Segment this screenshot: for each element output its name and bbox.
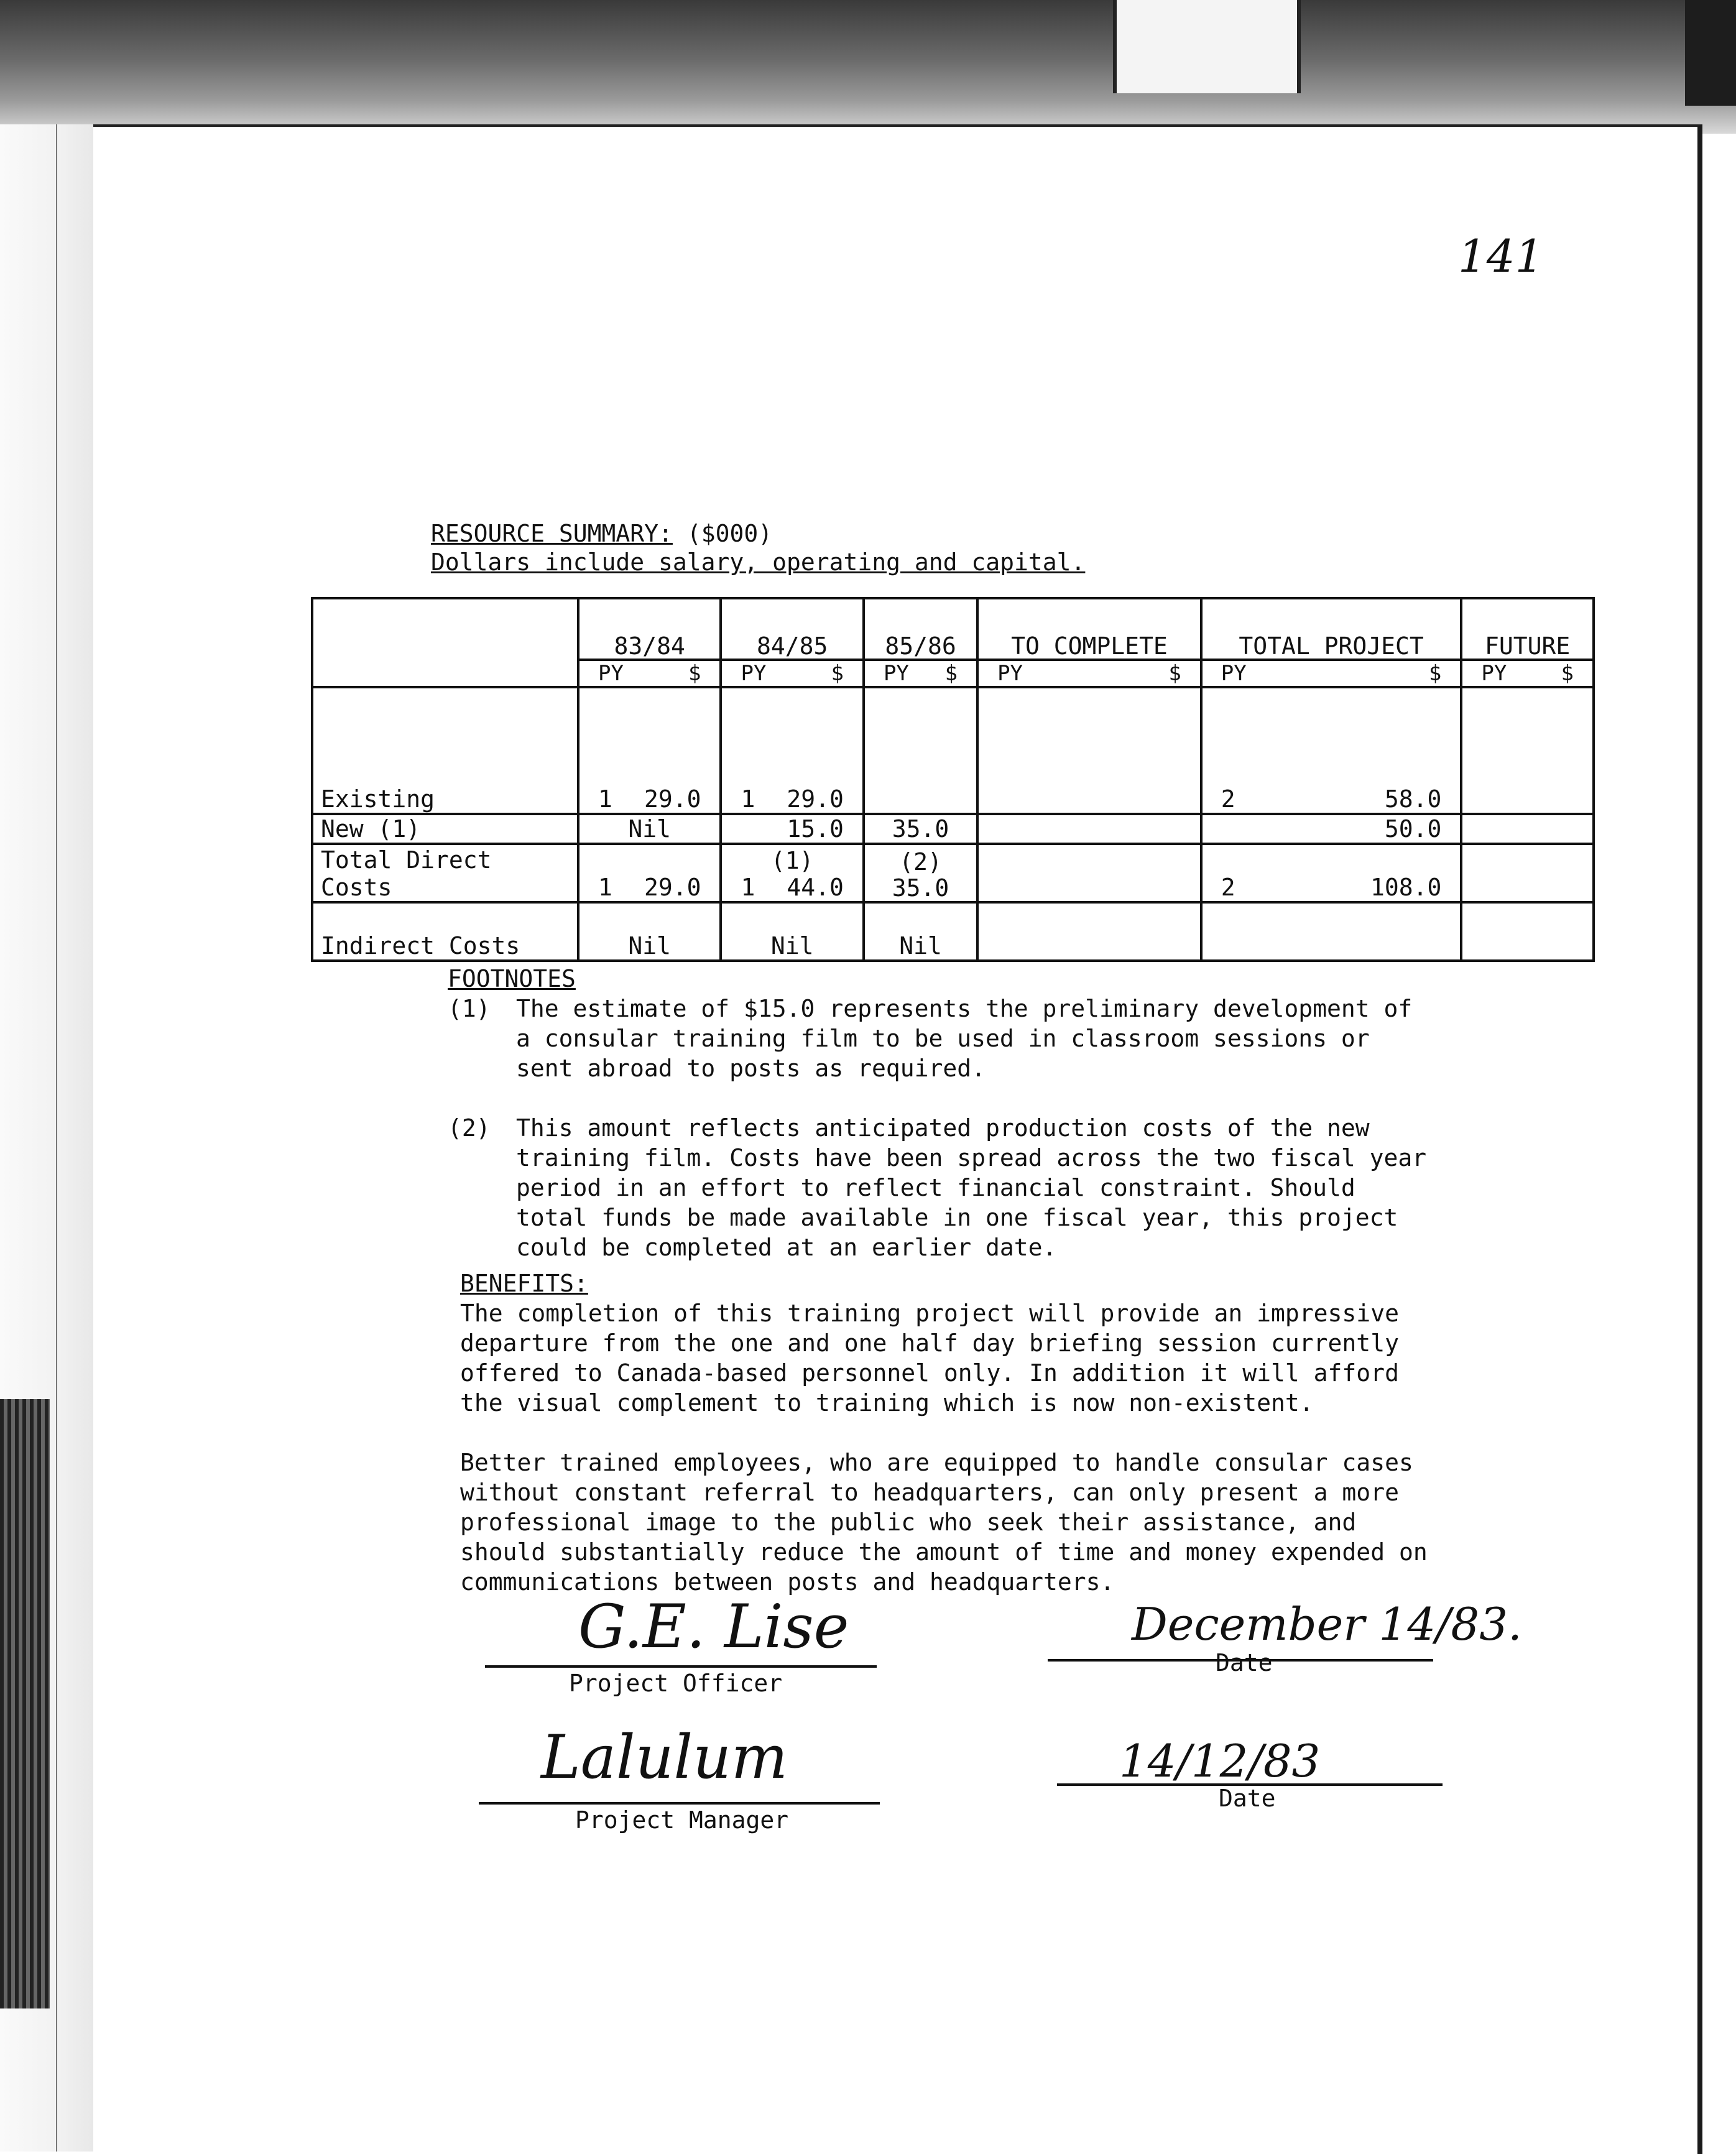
table-cell [1461, 814, 1594, 844]
officer-signature-line [485, 1665, 877, 1668]
officer-signature: G.E. Lise [578, 1592, 849, 1662]
footnote-ref: (2) [899, 848, 942, 876]
row-label: Total Direct Costs [312, 844, 578, 902]
subheader-cell [721, 660, 863, 687]
dollar-label: $ [1428, 661, 1442, 686]
date-label-1: Date [1216, 1649, 1273, 1676]
scan-shadow-top [0, 0, 1736, 134]
dollar-value: 29.0 [644, 785, 701, 813]
subheader-cell [977, 660, 1201, 687]
py-value: 2 [1221, 874, 1235, 901]
table-cell [864, 844, 977, 902]
footnote-text: This amount reflects anticipated production costs of the new training film. Costs have been spread across the two fiscal year period in an effort to reflect financial constraint. Should total funds be made available in one fiscal year, this project could be completed at an earlier date. [516, 1114, 1427, 1261]
dollar-value: 35.0 [892, 874, 949, 902]
table-cell: Nil [864, 902, 977, 961]
py-value: 1 [741, 874, 755, 901]
table-cell [1201, 687, 1462, 814]
py-label: PY [598, 661, 624, 686]
table-header-row [312, 598, 1594, 660]
table-cell [721, 844, 863, 902]
folder-tab [1113, 0, 1301, 93]
heading-title: RESOURCE SUMMARY: [431, 520, 673, 547]
footnote-ref: (1) [770, 847, 814, 874]
table-cell [977, 814, 1201, 844]
table-row-existing [312, 687, 1594, 814]
benefits-title: BENEFITS: [460, 1270, 588, 1297]
row-label: New (1) [312, 814, 578, 844]
footnotes-section [448, 964, 1430, 1292]
benefits-section [460, 1269, 1455, 1627]
dollar-value: 108.0 [1370, 874, 1442, 901]
py-value: 1 [741, 785, 755, 813]
footnote-item [448, 1113, 1430, 1262]
py-label: PY [741, 661, 767, 686]
manager-signature: Lalulum [541, 1722, 788, 1792]
date-label-2: Date [1219, 1785, 1276, 1812]
dollar-value: 58.0 [1384, 785, 1442, 813]
resource-table [311, 597, 1595, 962]
subheader-cell [1461, 660, 1594, 687]
footnotes-title: FOOTNOTES [448, 965, 576, 992]
header-col [977, 598, 1201, 660]
table-cell [864, 814, 977, 844]
table-cell [578, 687, 721, 814]
header-col [578, 598, 721, 660]
table-row-indirect [312, 902, 1594, 961]
footnote-text: The estimate of $15.0 represents the preliminary development of a consular training film to be used in classroom sessions or sent abroad to posts as required. [516, 995, 1413, 1082]
dollar-value: 50.0 [1384, 815, 1442, 843]
footnote-item [448, 994, 1430, 1083]
table-cell [977, 844, 1201, 902]
header-col [1201, 598, 1462, 660]
page-number: 141 [1458, 230, 1544, 282]
dollar-value: 15.0 [787, 815, 844, 843]
header-col [721, 598, 863, 660]
subheader-cell [578, 660, 721, 687]
binder-clip [1685, 0, 1736, 106]
table-row-total-direct [312, 844, 1594, 902]
table-row-new [312, 814, 1594, 844]
heading-subtitle: Dollars include salary, operating and capital. [431, 548, 1086, 576]
table-cell [721, 814, 863, 844]
footnote-mark: (2) [448, 1114, 491, 1142]
py-value: 2 [1221, 785, 1235, 813]
py-label: PY [1221, 661, 1247, 686]
py-label: PY [1481, 661, 1507, 686]
officer-label: Project Officer [569, 1670, 783, 1697]
dollar-label: $ [1168, 661, 1181, 686]
header-blank [312, 598, 578, 687]
table-cell: Nil [721, 902, 863, 961]
binder-seam [56, 124, 57, 2152]
dollar-label: $ [831, 661, 844, 686]
dollar-label: $ [944, 661, 958, 686]
table-cell [1461, 687, 1594, 814]
row-label: Existing [312, 687, 578, 814]
manager-date-handwritten: 14/12/83 [1119, 1735, 1321, 1787]
dollar-label: $ [1561, 661, 1574, 686]
table-cell [1461, 844, 1594, 902]
col-label: 84/85 [757, 632, 828, 660]
dollar-value: 29.0 [787, 785, 844, 813]
binder-spine [0, 124, 95, 2152]
py-label: PY [883, 661, 909, 686]
subheader-cell [864, 660, 977, 687]
dollar-value: 29.0 [644, 874, 701, 901]
py-label: PY [997, 661, 1023, 686]
table-cell [977, 687, 1201, 814]
dollar-value: 35.0 [892, 815, 949, 843]
header-col [864, 598, 977, 660]
col-label: 85/86 [885, 632, 956, 660]
officer-date-handwritten: December 14/83. [1132, 1598, 1522, 1650]
col-label: TO COMPLETE [1011, 632, 1168, 660]
table-cell [1201, 814, 1462, 844]
py-value: 1 [598, 785, 612, 813]
table-cell [1201, 844, 1462, 902]
table-cell [864, 687, 977, 814]
table-cell [721, 687, 863, 814]
col-label: FUTURE [1485, 632, 1571, 660]
table-cell [578, 844, 721, 902]
dollar-value: 44.0 [787, 874, 844, 901]
header-col [1461, 598, 1594, 660]
heading-units: ($000) [686, 520, 773, 547]
col-label: 83/84 [614, 632, 685, 660]
footnote-mark: (1) [448, 995, 491, 1022]
manager-label: Project Manager [575, 1806, 789, 1834]
table-cell [977, 902, 1201, 961]
col-label: TOTAL PROJECT [1239, 632, 1424, 660]
table-cell [578, 814, 721, 844]
py-value: 1 [598, 874, 612, 901]
benefits-paragraph: The completion of this training project will provide an impressive departure from the one and one half day briefing session currently offered to Canada-based personnel only. In addition it will afford the visual complement to training which is now non-existent. [460, 1300, 1399, 1417]
dollar-label: $ [688, 661, 701, 686]
table-cell [1461, 902, 1594, 961]
dollar-value: Nil [628, 815, 672, 843]
benefits-paragraph: Better trained employees, who are equipped to handle consular cases without constant referral to headquarters, can only present a more professional image to the public who seek their assistance, and should substantially reduce the amount of time and money expended on communications between posts and headquarters. [460, 1449, 1428, 1596]
row-label: Indirect Costs [312, 902, 578, 961]
subheader-cell [1201, 660, 1462, 687]
manager-signature-line [479, 1802, 880, 1805]
resource-summary-heading [431, 519, 1085, 576]
binder-clamp [0, 1399, 50, 2008]
table-cell: Nil [578, 902, 721, 961]
table-cell [1201, 902, 1462, 961]
